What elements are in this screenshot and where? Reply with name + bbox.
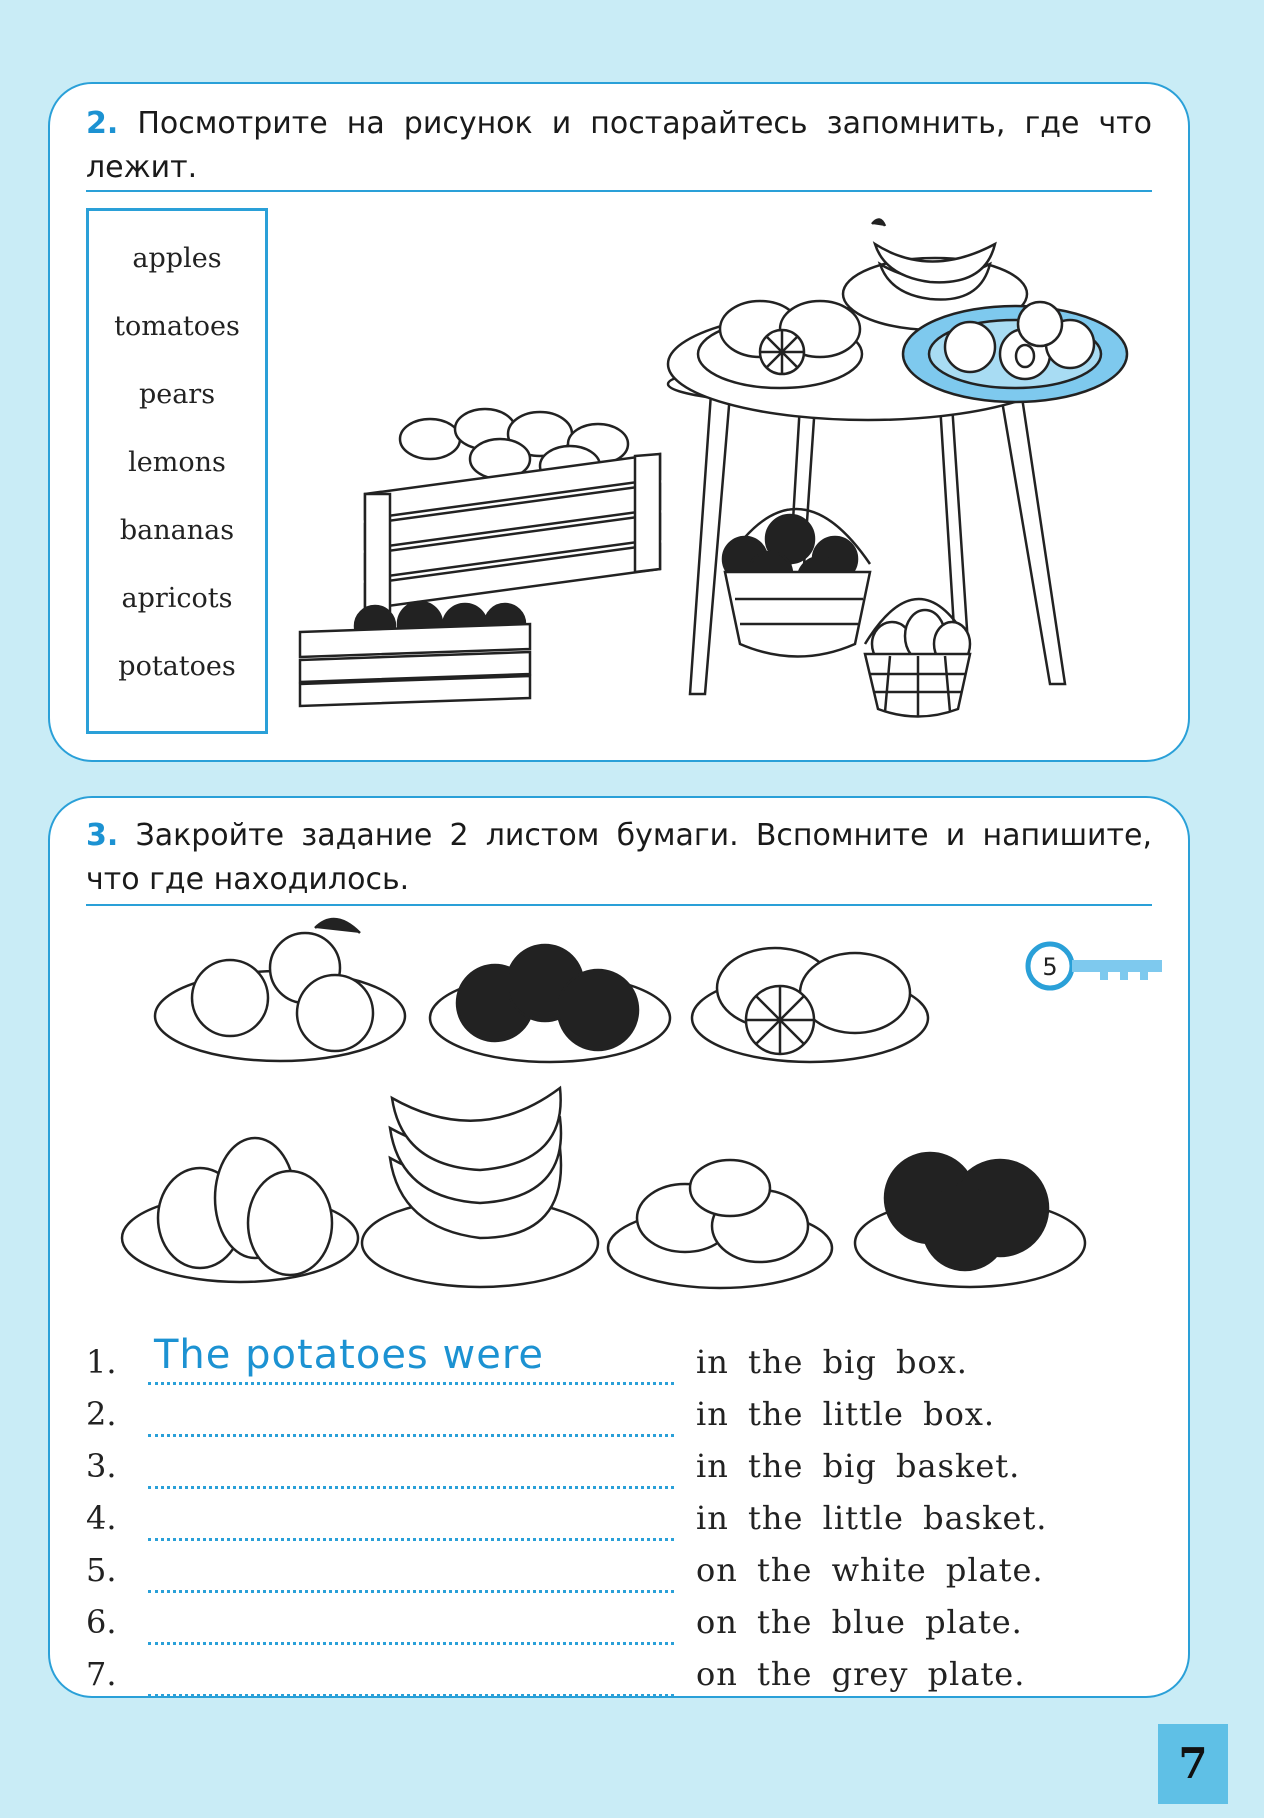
page-number: 7 bbox=[1158, 1724, 1228, 1804]
line-number: 7. bbox=[86, 1655, 117, 1693]
answer-blank[interactable] bbox=[148, 1606, 674, 1645]
answer-line-2 bbox=[86, 1388, 1166, 1440]
line-number: 1. bbox=[86, 1343, 117, 1381]
sentence-ending: on the grey plate. bbox=[696, 1655, 1026, 1693]
answer-blank[interactable] bbox=[148, 1332, 674, 1385]
word-item: potatoes bbox=[118, 651, 236, 682]
word-item: tomatoes bbox=[114, 311, 240, 342]
word-item: lemons bbox=[128, 447, 226, 478]
answer-line-3 bbox=[86, 1440, 1166, 1492]
task-3-instruction: Закройте задание 2 листом бумаги. Вспомните и напишите, что где находилось. bbox=[86, 818, 1152, 897]
line-number: 4. bbox=[86, 1499, 117, 1537]
answer-line-5 bbox=[86, 1544, 1166, 1596]
answer-blank[interactable] bbox=[148, 1658, 674, 1697]
task-3-panel bbox=[48, 796, 1190, 1698]
sentence-ending: in the little basket. bbox=[696, 1499, 1048, 1537]
answer-blank[interactable] bbox=[148, 1502, 674, 1541]
sentence-ending: on the blue plate. bbox=[696, 1603, 1023, 1641]
answer-line-4 bbox=[86, 1492, 1166, 1544]
task-2-divider bbox=[86, 190, 1152, 192]
word-item: bananas bbox=[119, 515, 235, 546]
fruit-scene-illustration bbox=[280, 204, 1170, 744]
task-2-title bbox=[86, 102, 1152, 190]
word-item: pears bbox=[138, 379, 216, 410]
sentence-ending: in the big box. bbox=[696, 1343, 968, 1381]
task-2-panel bbox=[48, 82, 1190, 762]
little-box-illustration bbox=[300, 602, 530, 706]
task-3-number: 3. bbox=[86, 818, 119, 853]
pears-plate bbox=[122, 1138, 358, 1282]
key-number: 5 bbox=[1042, 953, 1058, 981]
line-number: 2. bbox=[86, 1395, 117, 1433]
sentence-ending: in the big basket. bbox=[696, 1447, 1021, 1485]
task-2-instruction: Посмотрите на рисунок и постарайтесь запомнить, где что лежит. bbox=[86, 106, 1153, 185]
word-item: apples bbox=[132, 243, 222, 274]
tomatoes-plate bbox=[430, 945, 670, 1062]
sentence-ending: in the little box. bbox=[696, 1395, 996, 1433]
task-3-title bbox=[86, 814, 1152, 902]
answer-blank[interactable] bbox=[148, 1450, 674, 1489]
sentence-ending: on the white plate. bbox=[696, 1551, 1044, 1589]
big-basket-illustration bbox=[723, 509, 870, 657]
word-item: apricots bbox=[121, 583, 233, 614]
lemon-plate-illustration bbox=[698, 301, 862, 388]
answer-line-6 bbox=[86, 1596, 1166, 1648]
answer-line-1 bbox=[86, 1332, 1166, 1388]
answer-blank[interactable] bbox=[148, 1554, 674, 1593]
line-number: 6. bbox=[86, 1603, 117, 1641]
answer-text: The potatoes were bbox=[154, 1332, 544, 1378]
task-3-divider bbox=[86, 904, 1152, 906]
bananas-plate bbox=[362, 1088, 598, 1287]
potatoes-plate bbox=[608, 1160, 832, 1288]
plates-illustration bbox=[120, 908, 1120, 1308]
word-list-box bbox=[86, 208, 268, 734]
answer-blank[interactable] bbox=[148, 1398, 674, 1437]
big-box-illustration bbox=[365, 409, 660, 614]
apples-plate bbox=[855, 1153, 1085, 1287]
line-number: 3. bbox=[86, 1447, 117, 1485]
line-number: 5. bbox=[86, 1551, 117, 1589]
answer-line-7 bbox=[86, 1648, 1166, 1700]
lemons-plate bbox=[692, 948, 928, 1062]
task-2-number: 2. bbox=[86, 106, 119, 141]
apricots-plate bbox=[155, 919, 405, 1061]
